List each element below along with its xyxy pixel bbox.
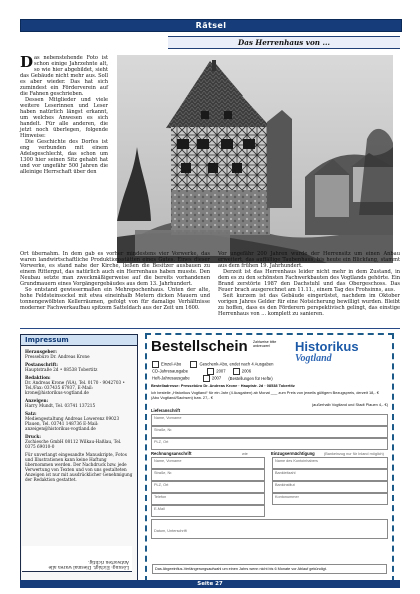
- account-number-label: Kontonummer: [275, 495, 299, 499]
- impressum-label: Anzeigen:: [25, 398, 49, 403]
- order-form-note: Zahlweise bitte ankreuzen!: [253, 340, 277, 348]
- impressum-section: [25, 362, 133, 372]
- article-paragraph-1: as nebenstehende Foto ist schon einige Jahrzehnte alt, so wie hier abgebildet, sieht das Gebäude nicht mehr aus. Soll es aber wieder. Das hat sich zumindest ein Förderverein auf die Fahnen geschrieben.: [20, 55, 108, 97]
- solution-note: [22, 546, 132, 572]
- subscription-options-row-3: [152, 375, 273, 382]
- impressum-section: [25, 411, 133, 431]
- delivery-city-field[interactable]: [151, 438, 388, 450]
- checkbox[interactable]: [152, 361, 159, 368]
- impressum-disclaimer: Für unverlangt eingesandte Manuskripte, Fotos und Illustrationen kann keine Haftung übernommen werden. Der Nachdruck bzw. jede Verwertung von Texten und von uns gestalteten Anzeigen ist nur mit ausdrücklicher Genehmigung der Redaktion gestattet.: [25, 452, 133, 482]
- delivery-street-label: Straße, Nr.: [154, 428, 173, 432]
- billing-heading: Rechnungsanschrift: [151, 451, 192, 456]
- delivery-heading: Lieferanschrift: [151, 408, 181, 413]
- article-paragraph-7: Derzeit ist das Herrenhaus leider nicht mehr in dem Zustand, in dem es zu den schönsten Fachwerkbauten des Vogtlands gehörte. Ein Brand zerstörte 1987 den Dachstuhl und das Obergeschoss. Das Feuer brach ausgerechnet am 11.11., einem Tag des Frohsinns, aus.: [218, 269, 400, 293]
- option-label: 2006: [241, 368, 252, 374]
- delivery-name-label: Name, Vorname: [154, 416, 182, 420]
- impressum-text: Hauptstraße 2d • 08538 Tobertitz: [25, 367, 98, 372]
- impressum-section: [25, 349, 133, 359]
- impressum-body: [21, 346, 137, 488]
- article-column-middle: [20, 251, 210, 329]
- delivery-city-label: PLZ, Ort: [154, 440, 169, 444]
- article-paragraph-5: So entstand gewissermaßen ein Mehrepochenhaus. Unten der alte, hohe Feldsteinsockel mit etwa eineinhalb Metern dicken Mauern und tonnengewölbten Kellerräumen, gefolgt von für damalige Verhältnisse moderner Fachwerkaufbau spitzem Satteldach aus der Zeit um 1600.: [20, 287, 210, 311]
- option-label: (Bestellungen für Hefte): [228, 375, 273, 381]
- impressum-text: Harry Mundt, Tel. 03741 137215: [25, 403, 96, 408]
- delivery-fields: [151, 414, 388, 448]
- impressum-title: Impressum: [21, 335, 137, 346]
- sepa-note: (Bankeinzug nur für Inland möglich): [324, 452, 384, 456]
- order-text-note: (außerhalb Vogtland und Stadt Plauen 4,- €): [311, 402, 388, 407]
- impressum-section: [25, 452, 133, 482]
- brand-name: Historikus: [295, 339, 359, 354]
- billing-phone-field[interactable]: [151, 493, 265, 505]
- billing-note: wie: [242, 452, 248, 456]
- article-photo: [117, 55, 393, 263]
- billing-phone-label: Telefon: [154, 495, 167, 499]
- impressum-label: Druck:: [25, 434, 41, 439]
- option-label: Heft-Jahresausgabe: [152, 375, 190, 381]
- order-form-header: [151, 339, 281, 355]
- section-divider: [20, 328, 400, 329]
- order-form-title: Bestellschein: [151, 338, 248, 355]
- article-paragraph-3: Die Geschichte des Dorfes ist eng verbunden mit einem Adelsgeschlecht, das schon um 1300 hier seinen Sitz gehabt hat und vor ungefähr 500 Jahren die alleinige Herrschaft über den: [20, 139, 108, 175]
- article-paragraph-6: Vor ungefähr 200 Jahren wurde der Herrensitz um einen Anbau erweitert, das auffällige Taubenhaus, bis heute ein Blickfang, stammt aus dem frühen 19. Jahrhundert.: [218, 251, 400, 269]
- page-footer-bar: [20, 580, 400, 588]
- impressum-label: Satz:: [25, 411, 37, 416]
- order-text: Ich bestelle „Historikus Vogtland“ für ein Jahr (4 Ausgaben) ab Monat ___ zum Preis von jeweils gültigem Bezugspreis, derzeit 18,- € (Abo Vogtland/Sachsen) bzw. 27,- €: [151, 390, 379, 400]
- option-label: CD-Jahresausgabe: [152, 368, 189, 374]
- brand-subtitle: Vogtland: [295, 353, 332, 364]
- impressum-section: [25, 375, 133, 395]
- checkbox[interactable]: [203, 375, 210, 382]
- billing-street-label: Straße, Nr.: [154, 471, 173, 475]
- billing-name-label: Name, Vorname: [154, 459, 182, 463]
- billing-email-label: E-Mail: [154, 507, 165, 511]
- bank-code-label: Bankleitzahl: [275, 471, 296, 475]
- article-paragraph-8: Seit kurzem ist das Gebäude eingerüstet, nachdem im Oktober vorigen Jahres Gelder für eine Notsicherung bewilligt wurden. Bleibt zu hoffen, dass es den Förderern perspektivisch gelingt, das einstige Herrenhaus von ... komplett zu sanieren.: [218, 293, 400, 317]
- impressum-section: [25, 398, 133, 408]
- checkbox[interactable]: [233, 368, 240, 375]
- article-column-left: [20, 55, 108, 250]
- option-label: Einzel-Abo: [161, 361, 182, 367]
- signature-label: Datum, Unterschrift: [154, 529, 187, 533]
- bank-name-label: Bankinstitut: [275, 483, 295, 487]
- subscription-options-row-2: [152, 368, 251, 375]
- historikus-logo: [295, 340, 387, 366]
- sepa-heading: Einzugsermächtigung: [271, 451, 315, 456]
- delivery-name-field[interactable]: [151, 414, 388, 426]
- impressum-section: [25, 434, 133, 449]
- impressum-text: Dr. Andreas Krone (ViA), Tel. 0170 - 9042703 • Tel./Fax: 037435 67937, E-Mail: krone@historikus-vogtland.de: [25, 380, 125, 395]
- impressum-label: Herausgeber:: [25, 349, 57, 354]
- billing-email-field[interactable]: [151, 505, 265, 517]
- order-form: [145, 333, 394, 582]
- billing-and-sepa-fields: [151, 457, 388, 543]
- impressum-label: Redaktion:: [25, 375, 51, 380]
- article-headline-bar: [168, 36, 400, 49]
- order-form-footer-note: Das Abgeeinflus-Verlängerungsaufwahl um einen Jahrs wenn nicht bis 6 Monate vor Ablauf gekündigt.: [152, 564, 387, 574]
- subscription-options-row-1: [152, 361, 273, 368]
- impressum-label: Postanschrift:: [25, 362, 58, 367]
- option-label: 2007: [211, 375, 222, 381]
- option-label: 2007: [216, 368, 226, 374]
- impressum-text: Mediengestaltung Andreas Lowerenz 09023 Plauen, Tel. 03741 148736 E-Mail: anzeigen@historikus-vogtland.de: [25, 416, 120, 431]
- checkbox[interactable]: [207, 368, 214, 375]
- impressum-text: Zschiesche GmbH 08112 Wilkau-Haßlau, Tel. 0375 69010-0: [25, 439, 122, 449]
- article-paragraph-2: Dessen Mitglieder und viele weitere Leserinnen und Leser haben natürlich längst erkannt, um welches Anwesen es sich handelt. Für alle anderen, die jetzt noch überlegen, folgende Hinweise:: [20, 97, 108, 139]
- order-address: Bestelladresse: Pressebüro Dr. Andreas Krone · Hauptstr. 2d · 08538 Tobertitz: [151, 383, 295, 388]
- page-number: Seite 27: [197, 581, 223, 587]
- article-headline: Das Herrenhaus von ...: [237, 38, 331, 47]
- account-holder-label: Name des Kontoinhabers: [275, 459, 318, 463]
- section-title: Rätsel: [195, 21, 227, 30]
- delivery-street-field[interactable]: [151, 426, 388, 438]
- article-column-right: [218, 251, 400, 329]
- solution-text: Lösung: Eichigt. Diesmal waren alle Antworten richtig.: [48, 559, 129, 569]
- impressum-text: Pressebüro Dr. Andreas Krone: [25, 354, 90, 359]
- drop-cap: D: [20, 53, 34, 71]
- section-bar: [20, 19, 402, 32]
- option-label: Geschenk-Abo, endet nach 4 Ausgaben: [199, 361, 274, 367]
- article-paragraph-4: Ort übernahm. In dem gab es vorher mindestens vier Vorwerke, das waren landwirtschaftliche Produktionsstätten eines Gutes. Eines dieser Vorwerke, es stand nahe der Kirche, ließen die Besitzer ausbauen zu einem Rittergut, das natürlich auch ein Herrenhaus haben musste. Den Neubau setzte man zweckmäßigerweise auf die bereits vorhandenen Grundmauern eines Vorgängergebäudes aus dem 13. Jahrhundert.: [20, 251, 210, 287]
- checkbox[interactable]: [190, 361, 197, 368]
- billing-city-label: PLZ, Ort: [154, 483, 169, 487]
